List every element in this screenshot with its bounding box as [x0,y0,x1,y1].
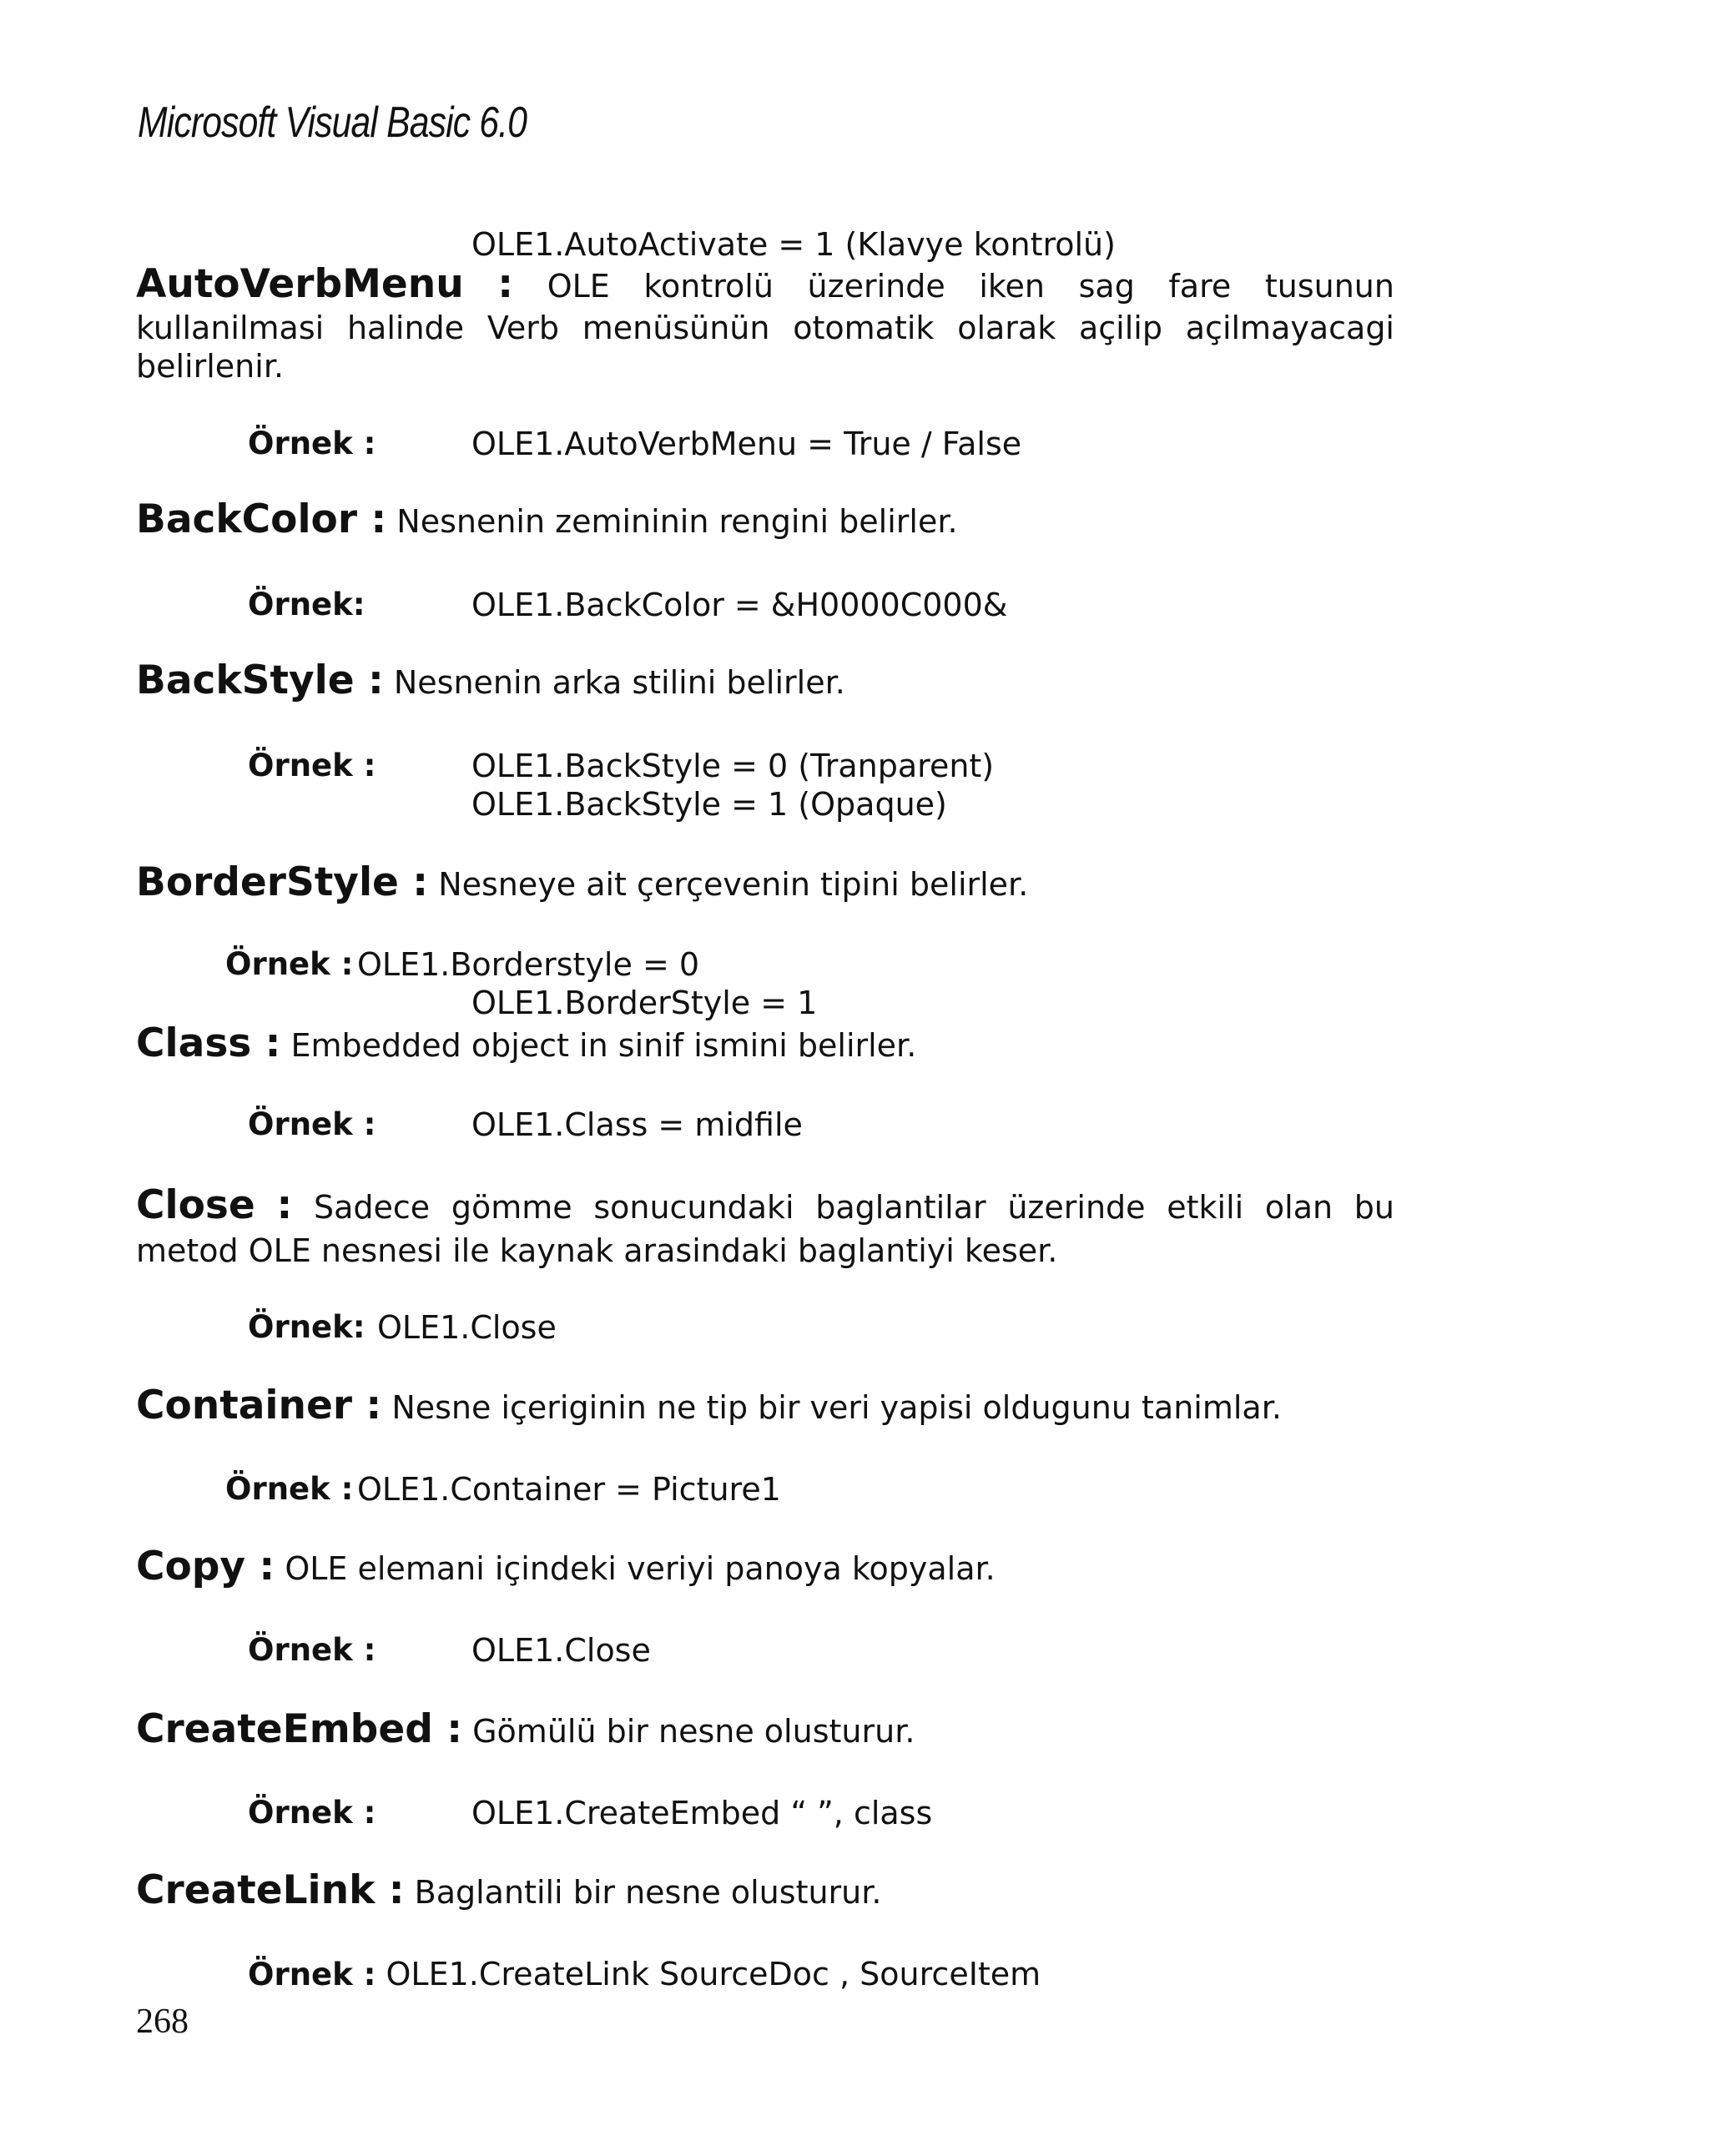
example-label: Örnek : [248,1632,376,1668]
term-backcolor: BackColor : [136,496,387,542]
definition-text: Gömülü bir nesne olusturur. [472,1713,915,1750]
example-code: OLE1.AutoVerbMenu = True / False [471,426,1022,462]
example-label: Örnek: [248,587,365,622]
term-container: Container : [136,1383,382,1428]
definition-text: Sadece gömme sonucundaki baglantilar üzerinde etkili olan bu [313,1189,1394,1226]
term-class: Class : [136,1020,281,1066]
example-code: OLE1.BackStyle = 1 (Opaque) [471,786,947,823]
example-label: Örnek : [248,426,376,461]
example-code: OLE1.BackColor = &H0000C000& [471,587,1008,623]
definition-backstyle [136,657,845,703]
example-code: OLE1.Close [471,1632,651,1669]
example-code: OLE1.AutoActivate = 1 (Klavye kontrolü) [471,226,1116,263]
example-label: Örnek : [248,1106,376,1142]
running-header: Microsoft Visual Basic 6.0 [138,98,527,147]
example-line [248,1955,1041,1994]
definition-text: belirlenir. [136,348,285,385]
definition-container [136,1383,1282,1428]
example-label: Örnek : [248,1957,376,1992]
example-code: OLE1.Class = midfile [471,1106,803,1143]
example-code: OLE1.Close [377,1309,557,1346]
example-label: Örnek: [248,1309,365,1345]
term-borderstyle: BorderStyle : [136,859,429,905]
definition-autoverbmenu [136,261,1394,307]
example-code: OLE1.BackStyle = 0 (Tranparent) [471,748,995,784]
term-close: Close [136,1182,255,1228]
page-number: 268 [136,2002,189,2041]
term-backstyle: BackStyle : [136,657,384,703]
definition-text: Nesnenin zemininin rengini belirler. [396,503,958,540]
definition-borderstyle [136,859,1029,905]
term-copy: Copy : [136,1544,275,1589]
example-label: Örnek : [225,946,354,982]
definition-text: OLE elemani içindeki veriyi panoya kopyalar. [285,1550,996,1587]
term-colon: : [497,261,514,307]
definition-backcolor [136,496,958,542]
example-code: OLE1.CreateEmbed “ ”, class [471,1795,933,1831]
example-code: OLE1.BorderStyle = 1 [471,985,818,1021]
definition-text: Embedded object in sinif ismini belirler. [290,1027,917,1064]
definition-text: Nesnenin arka stilini belirler. [393,664,845,701]
definition-text: OLE kontrolü üzerinde iken sag fare tusunun [547,268,1394,305]
term-createlink: CreateLink : [136,1867,405,1913]
term-colon: : [276,1182,293,1228]
definition-createlink [136,1867,882,1913]
definition-close [136,1182,1394,1228]
definition-createembed [136,1706,915,1752]
example-label: Örnek : [248,1795,376,1831]
example-code: OLE1.Container = Picture1 [357,1471,781,1508]
definition-text: Nesneye ait çerçevenin tipini belirler. [438,866,1029,903]
definition-text: metod OLE nesnesi ile kaynak arasindaki baglantiyi keser. [136,1232,1058,1269]
example-code: OLE1.CreateLink SourceDoc , SourceItem [386,1956,1041,1992]
term-createembed: CreateEmbed : [136,1706,463,1752]
example-label: Örnek : [248,748,376,783]
definition-text: kullanilmasi halinde Verb menüsünün otomatik olarak açilip açilmayacagi [136,310,1394,346]
definition-text: Baglantili bir nesne olusturur. [414,1874,882,1911]
example-label: Örnek : [225,1471,354,1507]
example-code: OLE1.Borderstyle = 0 [357,946,700,983]
definition-class [136,1020,917,1066]
definition-text: Nesne içeriginin ne tip bir veri yapisi oldugunu tanimlar. [391,1389,1282,1426]
term-autoverbmenu: AutoVerbMenu [136,261,464,307]
definition-copy [136,1544,996,1589]
